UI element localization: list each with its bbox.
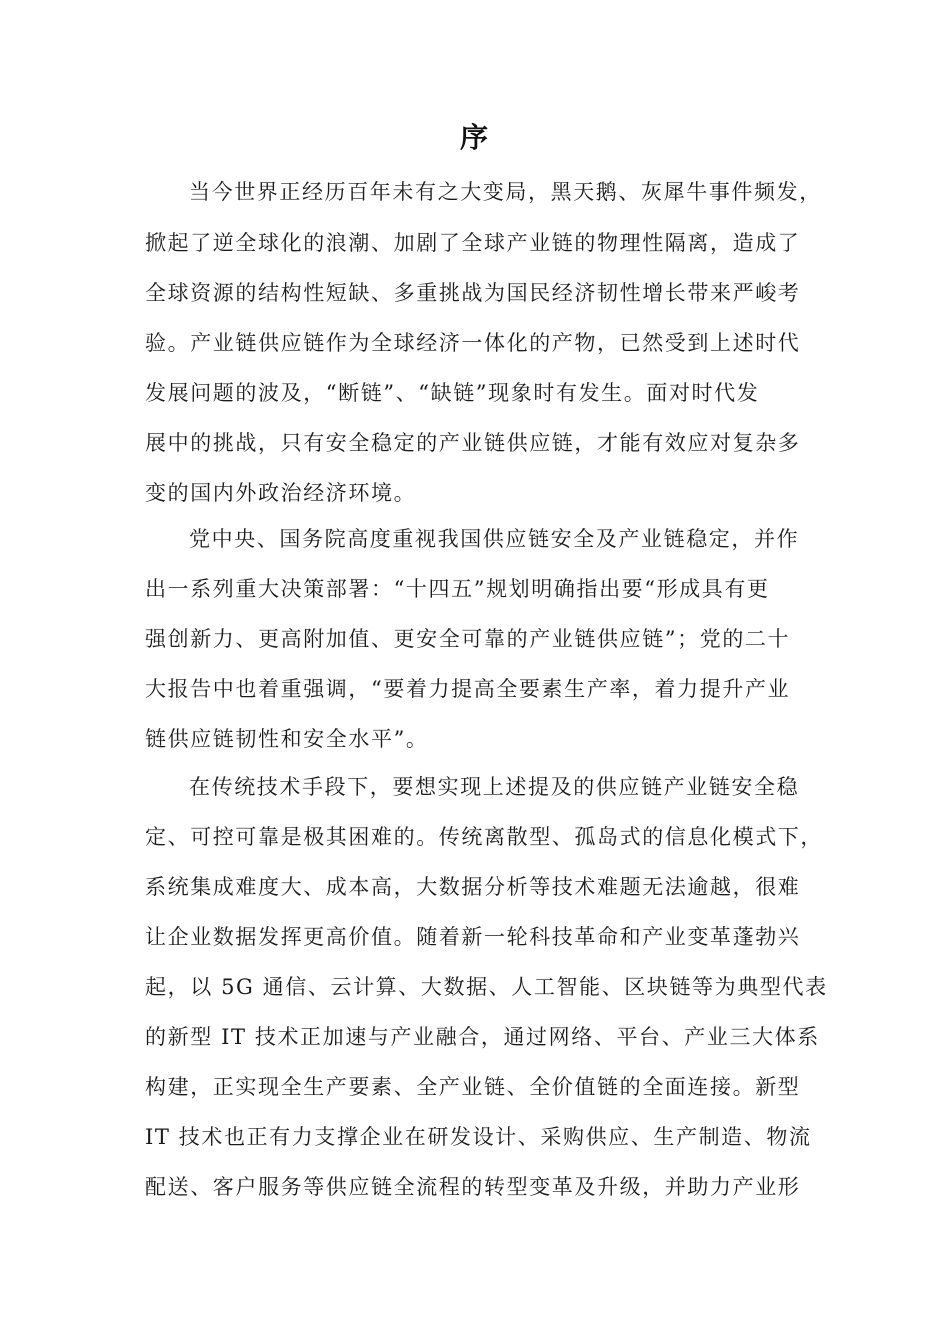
paragraph-3-line-7: 构建，正实现全生产要素、全产业链、全价值链的全面连接。新型 — [145, 1075, 801, 1099]
paragraph-1-line-6: 展中的挑战，只有安全稳定的产业链供应链，才能有效应对复杂多 — [145, 431, 801, 455]
paragraph-3-line-8: IT 技术也正有力支撑企业在研发设计、采购供应、生产制造、物流 — [145, 1125, 812, 1149]
paragraph-3-line-5: 起，以 5G 通信、云计算、大数据、人工智能、区块链等为典型代表 — [145, 975, 828, 999]
paragraph-3-line-4: 让企业数据发挥更高价值。随着新一轮科技革命和产业变革蓬勃兴 — [145, 925, 801, 949]
paragraph-2-line-2: 出一系列重大决策部署：“十四五”规划明确指出要“形成具有更 — [145, 577, 770, 601]
paragraph-3-line-3: 系统集成难度大、成本高，大数据分析等技术难题无法逾越，很难 — [145, 875, 801, 899]
paragraph-1-line-7: 变的国内外政治经济环境。 — [145, 481, 417, 505]
paragraph-1-line-5: 发展问题的波及，“断链”、“缺链”现象时有发生。面对时代发 — [145, 381, 760, 405]
paragraph-2-line-3: 强创新力、更高附加值、更安全可靠的产业链供应链”；党的二十 — [145, 627, 791, 651]
paragraph-2-line-5: 链供应链韧性和安全水平”。 — [145, 727, 429, 751]
paragraph-1-line-1: 当今世界正经历百年未有之大变局，黑天鹅、灰犀牛事件频发， — [189, 180, 822, 204]
paragraph-2-line-4: 大报告中也着重强调，“要着力提高全要素生产率，着力提升产业 — [145, 677, 791, 701]
paragraph-3-line-1: 在传统技术手段下，要想实现上述提及的供应链产业链安全稳 — [189, 775, 800, 799]
paragraph-3-line-6: 的新型 IT 技术正加速与产业融合，通过网络、平台、产业三大体系 — [145, 1025, 820, 1049]
paragraph-2-line-1: 党中央、国务院高度重视我国供应链安全及产业链稳定，并作 — [189, 527, 800, 551]
paragraph-3-line-2: 定、可控可靠是极其困难的。传统离散型、孤岛式的信息化模式下， — [145, 825, 823, 849]
page-title: 序 — [459, 121, 490, 154]
paragraph-1-line-3: 全球资源的结构性短缺、多重挑战为国民经济韧性增长带来严峻考 — [145, 281, 801, 305]
paragraph-3-line-9: 配送、客户服务等供应链全流程的转型变革及升级，并助力产业形 — [145, 1175, 801, 1199]
paragraph-1-line-4: 验。产业链供应链作为全球经济一体化的产物，已然受到上述时代 — [145, 331, 801, 355]
paragraph-1-line-2: 掀起了逆全球化的浪潮、加剧了全球产业链的物理性隔离，造成了 — [145, 231, 801, 255]
